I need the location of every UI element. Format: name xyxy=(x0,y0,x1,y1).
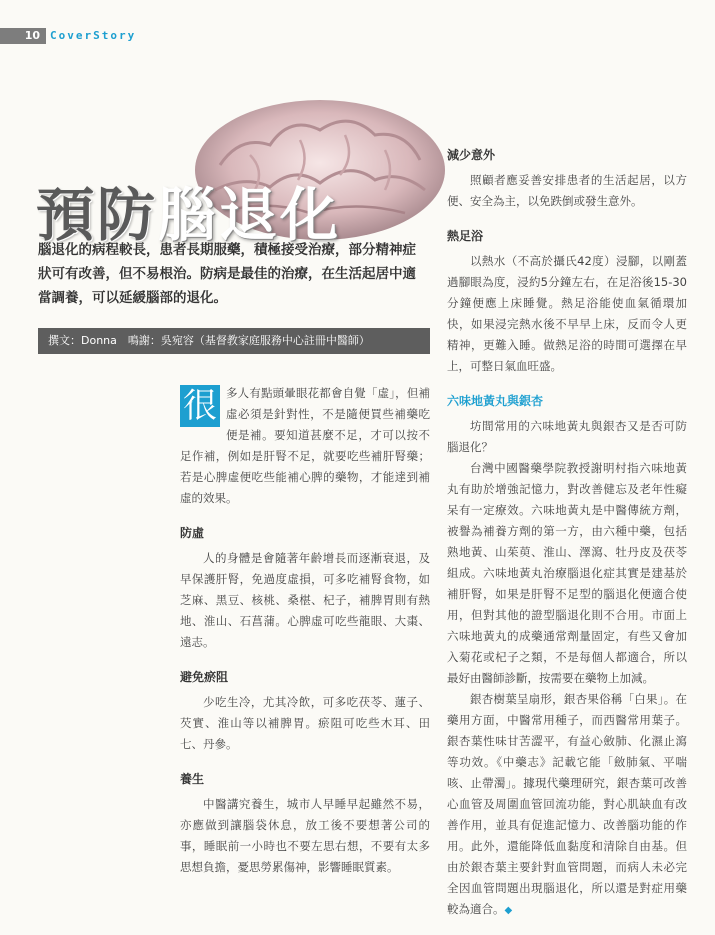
header-bar xyxy=(0,28,715,44)
section-heading-highlight: 六味地黃丸與銀杏 xyxy=(447,394,544,408)
diamond-icon: ◆ xyxy=(504,905,513,916)
intro-text: 多人有點頭暈眼花都會自覺「虛」，但補虛必須是針對性，不是隨便買些補藥吃便是補。要知道甚麼不足，才可以按不足作補，例如是肝腎不足，就要吃些補肝腎藥；若是心脾虛便吃些能補心脾的藥物，才能達到補虛的效果。 xyxy=(180,386,430,505)
section-body-text: 銀杏樹葉呈扇形，銀杏果俗稱「白果」。在藥用方面，中醫常用種子，而西醫常用葉子。銀杏葉性味甘苦澀平，有益心斂肺、化濕止瀉等功效。《中藥志》記載它能「斂肺氣、平喘咳、止帶濁」。據現代藥理研究，銀杏葉可改善心血管及周圍血管回流功能，對心肌缺血有改善作用，並具有促進記憶力、改善腦功能的作用。此外，還能降低血黏度和清除自由基。但由於銀杏葉主要針對血管問題，而病人未必完全因血管問題出現腦退化，所以還是對症用藥較為適合。 xyxy=(447,692,687,916)
lead-paragraph: 腦退化的病程較長，患者長期服藥，積極接受治療，部分精神症狀可有改善，但不易根治。防病是最佳的治療，在生活起居中適當調養，可以延緩腦部的退化。 xyxy=(38,242,416,306)
section-label: CoverStory xyxy=(50,29,137,42)
page-number: 10 xyxy=(0,28,46,44)
title-part-1: 預防 xyxy=(36,181,159,249)
section-heading: 避免瘀阻 xyxy=(180,670,229,684)
credit-bar: 撰文：Donna 鳴謝：吳宛容（基督教家庭服務中心註冊中醫師） xyxy=(38,328,430,354)
section-heading: 養生 xyxy=(180,772,205,786)
section-body: 人的身體是會隨著年齡增長而逐漸衰退，及早保護肝腎，免過度虛損，可多吃補腎食物，如芝麻、黑豆、核桃、桑椹、杞子，補脾胃則有熱地、淮山、石菖蒲。心脾虛可吃些龍眼、大棗、遠志。 xyxy=(180,551,430,649)
section-body: 台灣中國醫藥學院教授謝明村指六味地黃丸有助於增強記憶力，對改善健忘及老年性癡呆有一定療效。六味地黃丸是中醫傳統方劑，被譽為補養方劑的第一方，由六種中藥，包括熟地黃、山茱萸、淮山、澤瀉、牡丹皮及茯苓組成。六味地黃丸治療腦退化症其實是建基於補肝腎，如果是肝腎不足型的腦退化便適合使用，但對其他的證型腦退化則不合用。市面上六味地黃丸的成藥通常劑量固定，有些又會加入菊花或杞子之類，不是每個人都適合，所以最好由醫師診斷，按需要在藥物上加減。 xyxy=(447,461,687,685)
title-part-2: 腦退化 xyxy=(158,181,342,249)
section-body: 中醫講究養生，城市人早睡早起雖然不易，亦應做到讓腦袋休息，放工後不要想著公司的事，睡眠前一小時也不要左思右想，不要有太多思想負擔，憂思勞累傷神，影響睡眠質素。 xyxy=(180,797,430,874)
left-column xyxy=(180,383,430,878)
section-body: 少吃生冷，尤其冷飲，可多吃茯苓、蓮子、芡實、淮山等以補脾胃。瘀阻可吃些木耳、田七、丹參。 xyxy=(180,695,430,751)
section-heading: 防虛 xyxy=(180,526,205,540)
section-body: 照顧者應妥善安排患者的生活起居，以方便、安全為主，以免跌倒或發生意外。 xyxy=(447,173,687,208)
section-body xyxy=(447,689,687,921)
section-heading: 減少意外 xyxy=(447,148,496,162)
drop-cap: 很 xyxy=(180,385,220,427)
right-column xyxy=(447,145,687,921)
section-body: 坊間常用的六味地黃丸與銀杏又是否可防腦退化？ xyxy=(447,419,687,454)
section-body: 以熱水（不高於攝氏42度）浸腳，以剛蓋過腳眼為度，浸約5分鐘左右，在足浴後15-30分鐘便應上床睡覺。熱足浴能使血氣循環加快，如果浸完熱水後不早早上床，反而令人更精神，更難入睡。做熱足浴的時間可選擇在早上，可整日氣血旺盛。 xyxy=(447,254,687,373)
intro-paragraph xyxy=(180,383,430,509)
section-heading: 熱足浴 xyxy=(447,229,484,243)
